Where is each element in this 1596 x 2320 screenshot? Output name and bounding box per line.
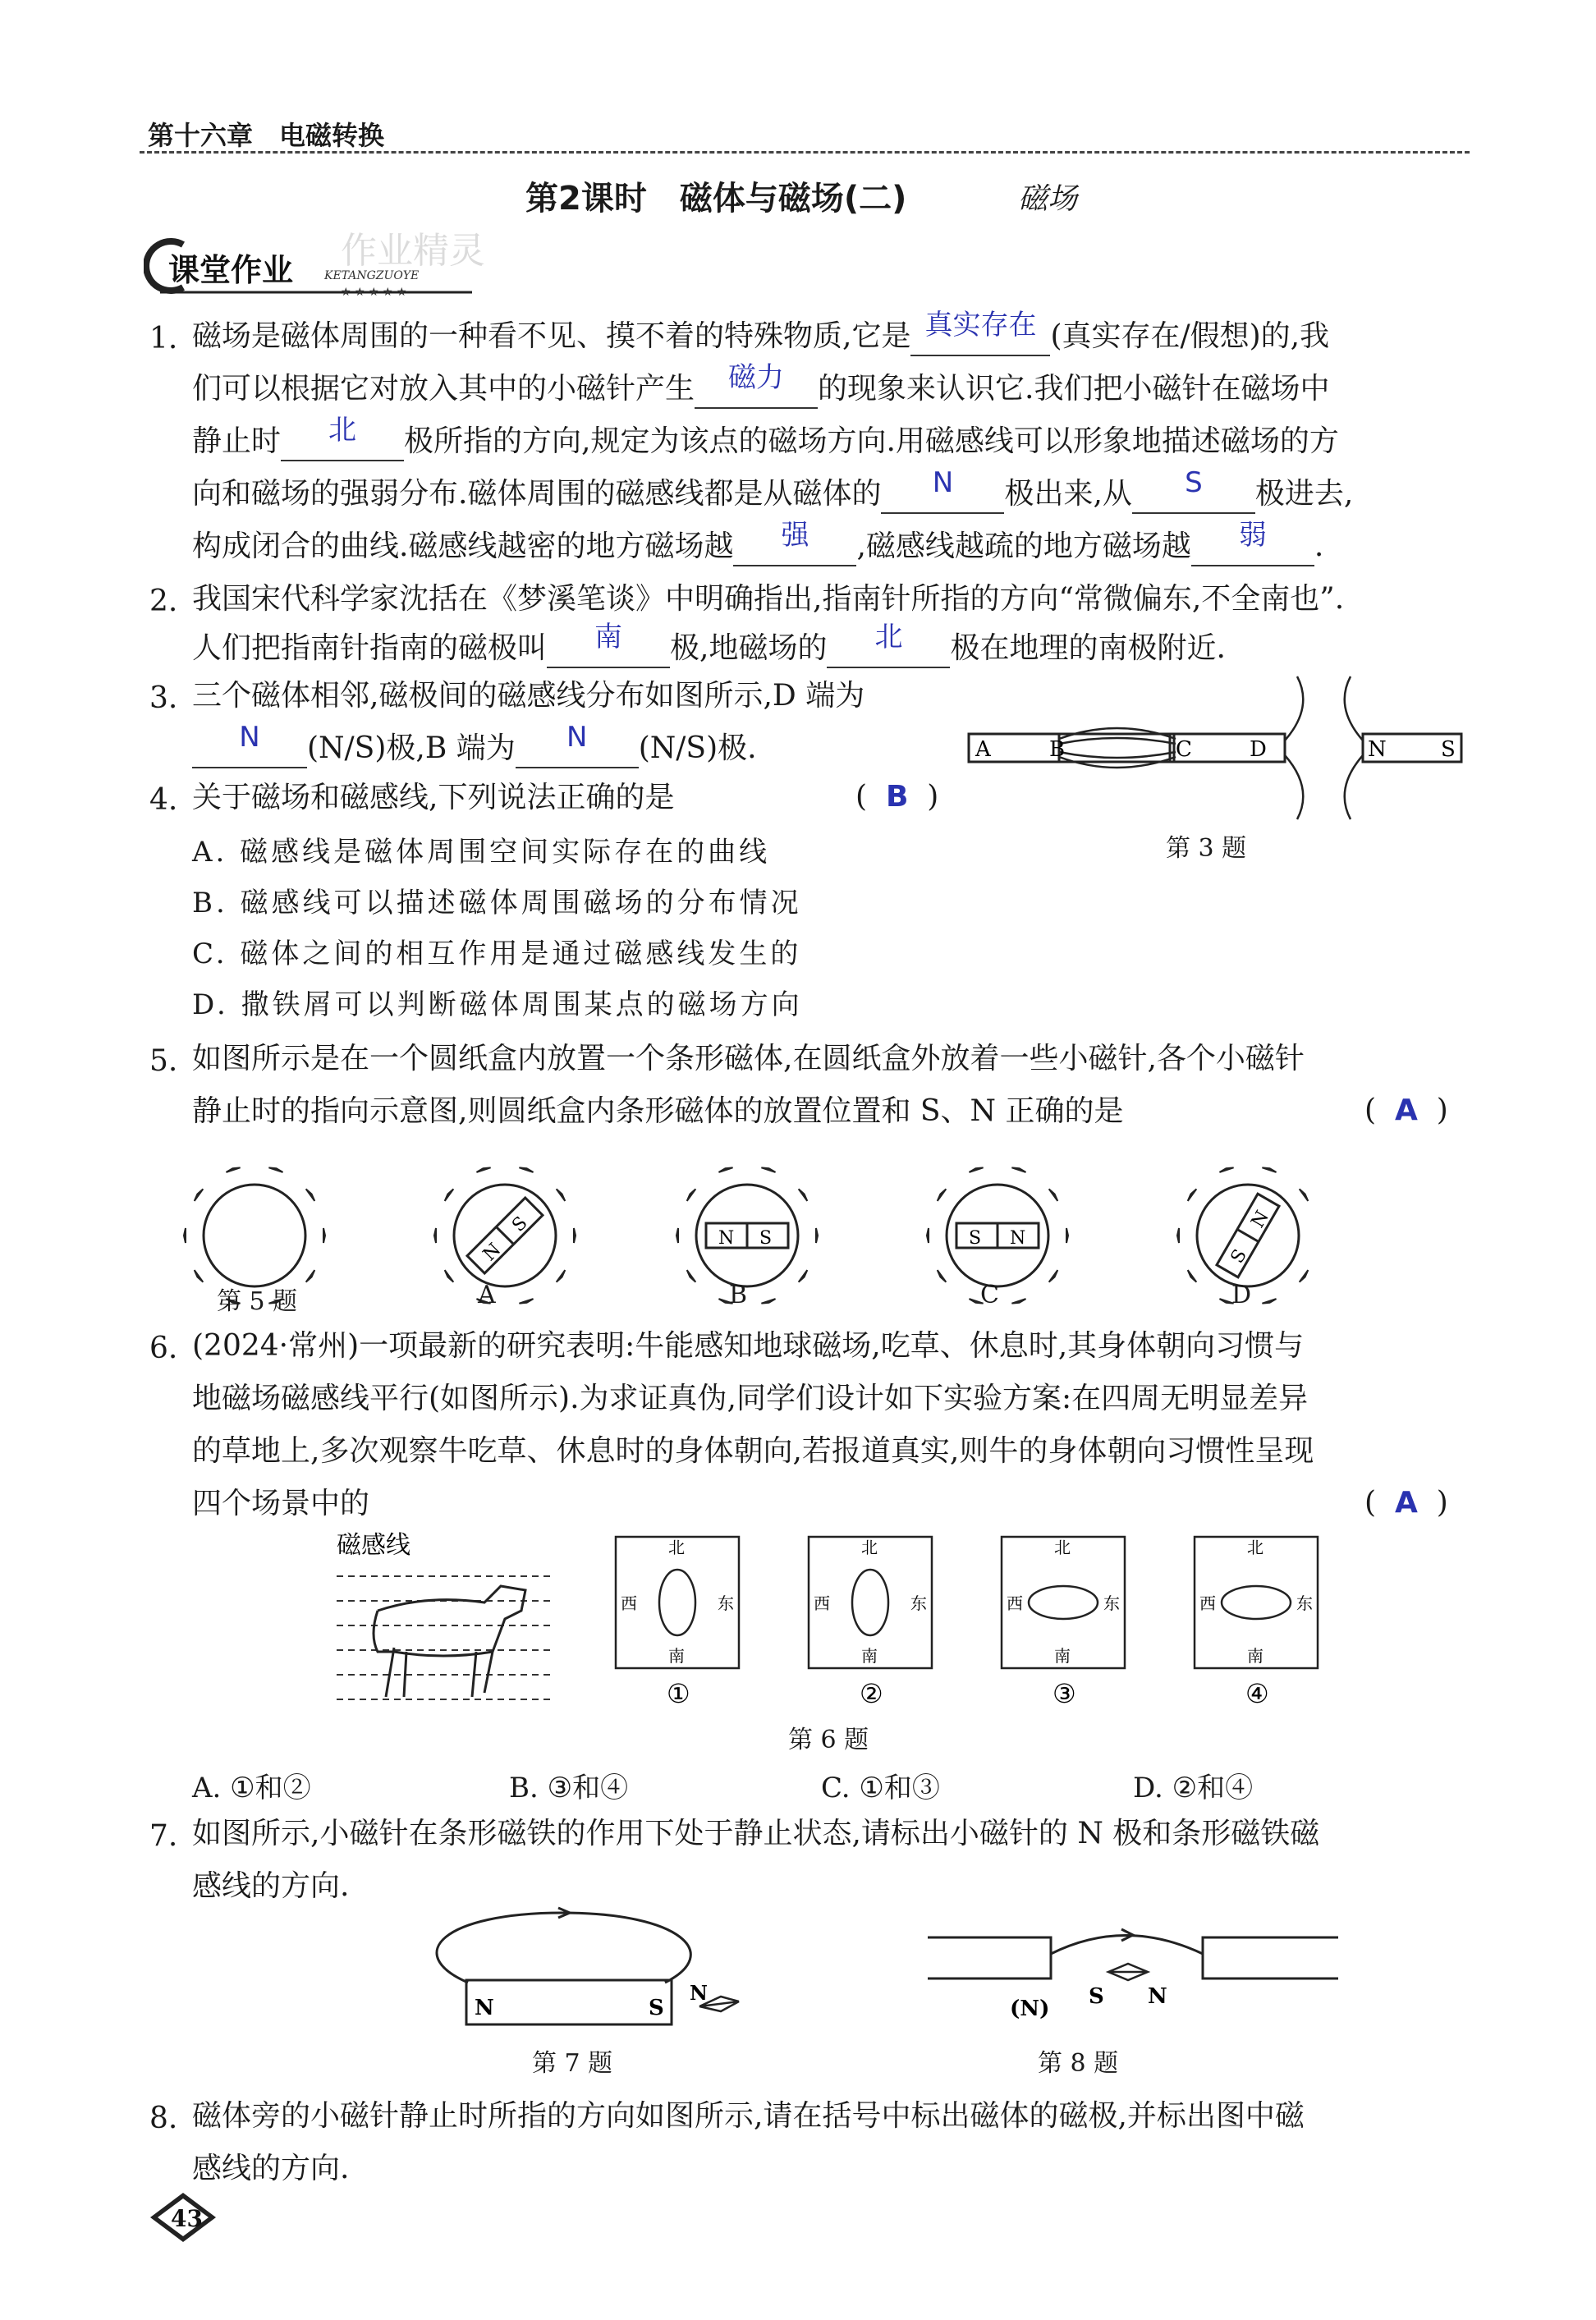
s2-n: 北	[861, 1538, 878, 1557]
small-needle-icon	[557, 1270, 566, 1282]
small-needle-icon	[1011, 1299, 1025, 1304]
field-line	[437, 1913, 690, 1983]
q6-option-c: C. ①和③	[821, 1772, 940, 1804]
q4-number: 4.	[149, 783, 178, 817]
small-needle-icon	[938, 1270, 947, 1282]
q4-option-c: C. 磁体之间的相互作用是通过磁感线发生的	[192, 938, 802, 970]
s2-e: 东	[910, 1593, 927, 1613]
q6-field-label: 磁感线	[337, 1531, 410, 1560]
small-needle-icon	[761, 1167, 775, 1172]
small-needle-icon	[687, 1189, 696, 1201]
lesson-title: 第2课时 磁体与磁场(二)	[525, 180, 907, 218]
q1-text: 磁场是磁体周围的一种看不见、摸不着的特殊物质,它是	[192, 319, 911, 353]
compass-circle-d	[1197, 1185, 1299, 1286]
q8-s-label: S	[1089, 1984, 1104, 2009]
magnet-d-n: N	[1247, 1207, 1273, 1232]
small-needle-icon	[519, 1299, 533, 1304]
q3-line1: 三个磁体相邻,磁极间的磁感线分布如图所示,D 端为	[192, 679, 865, 713]
q1-text: ,磁感线越疏的地方磁场越	[856, 530, 1191, 563]
s4-n: 北	[1247, 1538, 1264, 1557]
q8-paren-answer: (N)	[1010, 1997, 1050, 2021]
small-needle-icon	[927, 1228, 929, 1243]
small-needle-icon	[195, 1270, 204, 1282]
scene-4-label: ④	[1245, 1678, 1269, 1709]
page-number: 43	[171, 2205, 203, 2232]
q1-blank-2[interactable]: 磁力	[695, 371, 818, 409]
small-needle-icon	[969, 1167, 983, 1172]
section-badge-graphic	[144, 230, 488, 304]
label-d: D	[1250, 737, 1267, 762]
q2-line1: 我国宋代科学家沈括在《梦溪笔谈》中明确指出,指南针所指的方向“常微偏东,不全南也”.	[192, 582, 1345, 616]
q1-line1	[192, 309, 1330, 356]
s3-w: 西	[1007, 1593, 1023, 1613]
q1-line5	[192, 519, 1324, 566]
q5-caption-d: D	[1231, 1281, 1252, 1309]
small-needle-icon	[1188, 1270, 1197, 1282]
s1-w: 西	[621, 1593, 637, 1613]
small-needle-icon	[1262, 1299, 1276, 1304]
label-c: C	[1176, 737, 1192, 762]
magnet-left	[928, 1937, 1051, 1978]
magnet-n: N	[475, 1996, 494, 2020]
q6-line3: 的草地上,多次观察牛吃草、休息时的身体朝向,若报道真实,则牛的身体朝向习惯性呈现	[192, 1434, 1314, 1468]
small-needle-icon	[306, 1189, 315, 1201]
label-n: N	[1368, 737, 1387, 762]
q3-number: 3.	[149, 681, 178, 715]
label-a: A	[975, 737, 991, 762]
q1-text: 的现象来认识它.我们把小磁针在磁场中	[818, 372, 1330, 406]
magnet-c-n: N	[1010, 1228, 1026, 1249]
small-needle-icon	[1011, 1167, 1025, 1172]
q1-text: 向和磁场的强弱分布.磁体周围的磁感线都是从磁体的	[192, 477, 882, 511]
compass-circle-c	[947, 1185, 1048, 1286]
q2-number: 2.	[149, 585, 178, 618]
small-needle-icon	[1049, 1270, 1058, 1282]
scene-1-label: ①	[667, 1678, 690, 1709]
scene-4	[1195, 1537, 1318, 1668]
small-needle-icon	[761, 1299, 775, 1304]
q1-blank-3[interactable]: 北	[281, 424, 404, 461]
small-needle-icon	[1177, 1228, 1179, 1243]
small-needle-icon	[1066, 1228, 1068, 1243]
label-s: S	[1441, 737, 1456, 762]
magnet-b-s: S	[759, 1228, 773, 1249]
q5-caption-b: B	[729, 1281, 748, 1309]
compass-circle-b	[696, 1185, 798, 1286]
small-needle-icon	[1300, 1189, 1309, 1201]
magnet-a-n: N	[479, 1239, 506, 1266]
q4-answer-paren: ( B )	[855, 780, 939, 814]
page-number-badge	[146, 2189, 220, 2249]
small-needle-icon	[1300, 1270, 1309, 1282]
q5-line1: 如图所示是在一个圆纸盒内放置一个条形磁体,在圆纸盒外放着一些小磁针,各个小磁针	[192, 1042, 1305, 1075]
handwritten-subtitle: 磁场	[1018, 182, 1078, 216]
q5-answer: A	[1394, 1094, 1418, 1127]
q7-caption: 第 7 题	[532, 2049, 613, 2078]
q1-text: (真实存在/假想)的,我	[1050, 319, 1330, 353]
q8-line1: 磁体旁的小磁针静止时所指的方向如图所示,请在括号中标出磁体的磁极,并标出图中磁	[192, 2099, 1305, 2133]
small-needle-icon	[718, 1167, 732, 1172]
small-needle-icon	[445, 1270, 454, 1282]
q1-text: 极进去,	[1254, 477, 1354, 511]
q3-caption: 第 3 题	[1166, 834, 1247, 863]
small-needle-icon	[799, 1189, 808, 1201]
needle-n: N	[690, 1981, 708, 2005]
q7-number: 7.	[149, 1819, 178, 1853]
q1-line4	[192, 466, 1354, 514]
s2-s: 南	[861, 1646, 878, 1666]
q8-number: 8.	[149, 2102, 178, 2135]
s1-e: 东	[718, 1593, 734, 1613]
small-needle-icon	[799, 1270, 808, 1282]
small-needle-icon	[195, 1189, 204, 1201]
scene-1	[616, 1537, 739, 1668]
small-needle-icon	[557, 1189, 566, 1201]
q1-number: 1.	[149, 322, 178, 355]
q6-line4: 四个场景中的	[192, 1487, 370, 1520]
chapter-header: 第十六章 电磁转换	[148, 120, 385, 151]
cow-top-icon	[852, 1570, 888, 1635]
small-needle-icon	[268, 1167, 282, 1172]
s4-w: 西	[1199, 1593, 1216, 1613]
q1-line3	[192, 414, 1339, 461]
section-stars: ★ ★ ★ ★ ★	[341, 286, 407, 299]
q6-line2: 地磁场磁感线平行(如图所示).为求证真伪,同学们设计如下实验方案:在四周无明显差异	[192, 1382, 1309, 1415]
q4-option-b: B. 磁感线可以描述磁体周围磁场的分布情况	[192, 887, 802, 919]
compass-circle-plain	[204, 1185, 305, 1286]
s3-n: 北	[1054, 1538, 1071, 1557]
small-needle-icon	[306, 1270, 315, 1282]
q7-figure	[410, 1905, 755, 2039]
q8-line2: 感线的方向.	[192, 2152, 350, 2185]
section-badge	[144, 230, 488, 307]
q6-option-d: D. ②和④	[1133, 1772, 1254, 1804]
q1-blank-5[interactable]: S	[1132, 476, 1255, 514]
q8-figure	[920, 1921, 1346, 2039]
q1-text: 们可以根据它对放入其中的小磁针产生	[192, 372, 695, 406]
small-needle-icon	[1049, 1189, 1058, 1201]
q1-blank-6[interactable]: 强	[733, 529, 856, 566]
small-needle-icon	[445, 1189, 454, 1201]
magnet-right	[1203, 1937, 1338, 1978]
q3-blank-2[interactable]: N	[516, 731, 639, 768]
magnet-ab	[969, 734, 1174, 762]
scene-2-label: ②	[860, 1678, 883, 1709]
s1-s: 南	[668, 1646, 685, 1666]
q6-answer: A	[1394, 1486, 1418, 1520]
s3-s: 南	[1054, 1646, 1071, 1666]
q5-caption-a: A	[478, 1281, 496, 1309]
s1-n: 北	[668, 1538, 685, 1557]
q1-blank-4[interactable]: N	[881, 476, 1004, 514]
q6-option-b: B. ③和④	[509, 1772, 629, 1804]
q4-option-a: A. 磁感线是磁体周围空间实际存在的曲线	[192, 836, 771, 869]
q1-blank-1[interactable]: 真实存在	[910, 319, 1050, 356]
q6-caption: 第 6 题	[788, 1726, 869, 1754]
q4-option-d: D. 撒铁屑可以判断磁体周围某点的磁场方向	[192, 988, 803, 1021]
q3-blank-1[interactable]: N	[192, 731, 307, 768]
q1-line2	[192, 361, 1330, 409]
q5-caption-main: 第 5 题	[217, 1287, 298, 1316]
q5-line2: 静止时的指向示意图,则圆纸盒内条形磁体的放置位置和 S、N 正确的是	[192, 1094, 1124, 1128]
q6-answer-paren: ( A )	[1364, 1486, 1448, 1520]
q3-line2: N (N/S)极,B 端为 N (N/S)极.	[192, 731, 757, 768]
s4-e: 东	[1296, 1593, 1313, 1613]
q6-line1: (2024·常州)一项最新的研究表明:牛能感知地球磁场,吃草、休息时,其身体朝向习惯与	[192, 1329, 1305, 1363]
q8-n-label: N	[1148, 1984, 1167, 2009]
cow-icon	[374, 1586, 525, 1697]
q8-caption: 第 8 题	[1038, 2049, 1119, 2078]
magnet-c-s: S	[969, 1228, 982, 1249]
small-needle-icon	[434, 1228, 436, 1243]
q1-text: 静止时	[192, 424, 282, 458]
small-needle-icon	[938, 1189, 947, 1201]
q4-answer: B	[885, 780, 909, 814]
q2-blank-1[interactable]: 南	[547, 630, 670, 668]
q2-blank-2[interactable]: 北	[827, 630, 950, 668]
q5-caption-c: C	[980, 1281, 999, 1309]
small-needle-icon	[519, 1167, 533, 1172]
q1-text: 构成闭合的曲线.磁感线越密的地方磁场越	[192, 530, 734, 563]
q5-answer-paren: ( A )	[1364, 1094, 1448, 1127]
q1-text: 极所指的方向,规定为该点的磁场方向.用磁感线可以形象地描述磁场的方	[404, 424, 1339, 458]
magnet-a-s: S	[508, 1213, 532, 1236]
scene-3-label: ③	[1053, 1678, 1076, 1709]
magnet-s: S	[649, 1996, 664, 2020]
small-needle-icon	[184, 1228, 186, 1243]
q6-number: 6.	[149, 1332, 178, 1365]
magnet-b-n: N	[718, 1228, 735, 1249]
small-needle-icon	[574, 1228, 576, 1243]
compass-needle-icon	[1108, 1964, 1148, 1980]
q1-text: .	[1314, 530, 1324, 563]
section-label: 课堂作业	[168, 252, 294, 288]
small-needle-icon	[687, 1270, 696, 1282]
scene-2	[809, 1537, 932, 1668]
q7-line1: 如图所示,小磁针在条形磁铁的作用下处于静止状态,请标出小磁针的 N 极和条形磁铁磁	[192, 1817, 1320, 1850]
s3-e: 东	[1103, 1593, 1120, 1613]
magnet-d-s: S	[1227, 1245, 1251, 1268]
q1-blank-7[interactable]: 弱	[1191, 529, 1314, 566]
small-needle-icon	[476, 1167, 490, 1172]
s4-s: 南	[1247, 1646, 1264, 1666]
scene-3	[1002, 1537, 1125, 1668]
small-needle-icon	[676, 1228, 678, 1243]
q5-number: 5.	[149, 1044, 178, 1078]
small-needle-icon	[1188, 1189, 1197, 1201]
cow-top-icon	[659, 1570, 695, 1635]
q1-text: 极出来,从	[1004, 477, 1132, 511]
q3-figure	[961, 675, 1470, 826]
watermark: 作业精灵	[341, 230, 485, 272]
q7-line2: 感线的方向.	[192, 1869, 350, 1903]
header-divider	[140, 151, 1470, 154]
small-needle-icon	[226, 1167, 240, 1172]
small-needle-icon	[816, 1228, 818, 1243]
q4-stem: 关于磁场和磁感线,下列说法正确的是	[192, 781, 675, 814]
small-needle-icon	[1219, 1167, 1233, 1172]
small-needle-icon	[323, 1228, 325, 1243]
section-pinyin: KETANGZUOYE	[324, 269, 420, 282]
s2-w: 西	[814, 1593, 830, 1613]
bar-magnet	[466, 1980, 672, 2024]
cow-top-icon	[1029, 1586, 1098, 1619]
compass-circle-a	[454, 1185, 556, 1286]
q6-option-a: A. ①和②	[192, 1772, 311, 1804]
q6-figure	[328, 1529, 1363, 1721]
label-b: B	[1049, 737, 1066, 762]
q2-line2: 人们把指南针指南的磁极叫 南 极,地磁场的 北 极在地理的南极附近.	[192, 630, 1226, 668]
cow-top-icon	[1222, 1586, 1291, 1619]
small-needle-icon	[1262, 1167, 1276, 1172]
